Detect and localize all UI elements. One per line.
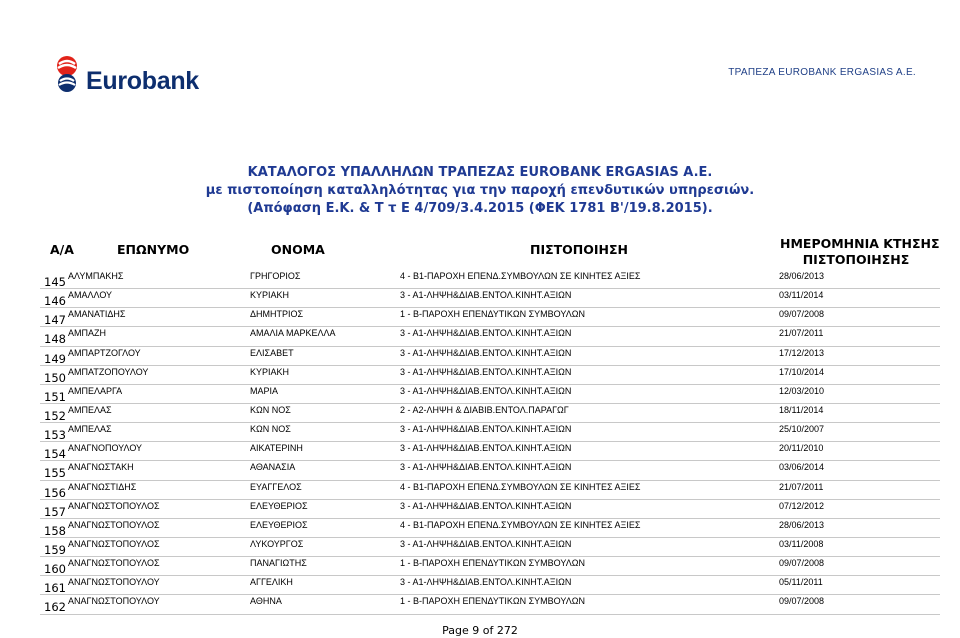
column-header-certification: ΠΙΣΤΟΠΟΙΗΣΗ: [530, 242, 629, 257]
table-row: [40, 461, 940, 480]
page-number: Page 9 of 272: [442, 624, 518, 637]
row-name: ΕΛΕΥΘΕΡΙΟΣ: [250, 519, 308, 530]
table-row: [40, 519, 940, 538]
row-name: ΠΑΝΑΓΙΩΤΗΣ: [250, 558, 307, 569]
row-certification: 3 - Α1-ΛΗΨΗ&ΔΙΑΒ.ΕΝΤΟΛ.ΚΙΝΗΤ.ΑΞΙΩΝ: [400, 385, 572, 396]
company-name: ΤΡΑΠΕΖΑ EUROBANK ERGASIAS A.E.: [728, 67, 916, 78]
document-title: [0, 164, 960, 218]
row-surname: ΑΜΠΕΛΑΣ: [68, 424, 112, 435]
row-name: ΑΘΗΝΑ: [250, 596, 282, 607]
eurobank-logo-icon: [52, 54, 82, 94]
row-name: ΑΘΑΝΑΣΙΑ: [250, 462, 296, 473]
row-certification: 3 - Α1-ΛΗΨΗ&ΔΙΑΒ.ΕΝΤΟΛ.ΚΙΝΗΤ.ΑΞΙΩΝ: [400, 500, 572, 511]
row-date: 28/06/2013: [779, 519, 825, 530]
row-name: ΑΜΑΛΙΑ ΜΑΡΚΕΛΛΑ: [250, 328, 336, 339]
row-surname: ΑΛΥΜΠΑΚΗΣ: [68, 271, 124, 281]
row-certification: 4 - Β1-ΠΑΡΟΧΗ ΕΠΕΝΔ.ΣΥΜΒΟΥΛΩΝ ΣΕ ΚΙΝΗΤΕΣ ΑΞΙΕΣ: [400, 271, 641, 281]
row-number: 155: [44, 466, 66, 481]
row-name: ΚΩΝ ΝΟΣ: [250, 424, 291, 435]
row-surname: ΑΝΑΓΝΩΣΤΟΠΟΥΛΟΣ: [68, 500, 160, 511]
row-surname: ΑΝΑΓΝΩΣΤΑΚΗ: [68, 462, 134, 473]
eurobank-logo: [52, 54, 202, 98]
title-line-3: (Απόφαση Ε.Κ. & Τ τ Ε 4/709/3.4.2015 (ΦΕΚ 1781 Β'/19.8.2015).: [247, 201, 713, 216]
row-name: ΚΥΡΙΑΚΗ: [250, 290, 290, 301]
table-row: [40, 366, 940, 385]
row-number: 153: [44, 428, 66, 443]
row-number: 162: [44, 600, 66, 615]
row-surname: ΑΜΠΑΖΗ: [68, 328, 106, 339]
row-date: 03/11/2014: [779, 290, 824, 301]
row-date: 18/11/2014: [779, 404, 824, 415]
row-name: ΑΓΓΕΛΙΚΗ: [250, 577, 293, 588]
title-line-1: ΚΑΤΑΛΟΓΟΣ ΥΠΑΛΛΗΛΩΝ ΤΡΑΠΕΖΑΣ EUROBANK ERGASIAS A.E.: [247, 165, 713, 180]
row-number: 157: [44, 504, 66, 519]
row-number: 147: [44, 313, 66, 328]
row-surname: ΑΜΠΑΡΤΖΟΓΛΟΥ: [68, 347, 141, 358]
row-certification: 1 - Β-ΠΑΡΟΧΗ ΕΠΕΝΔΥΤΙΚΩΝ ΣΥΜΒΟΥΛΩΝ: [400, 596, 585, 607]
row-surname: ΑΝΑΓΝΩΣΤΟΠΟΥΛΟΥ: [68, 577, 160, 588]
row-number: 156: [44, 485, 66, 500]
row-name: ΑΙΚΑΤΕΡΙΝΗ: [250, 443, 303, 454]
row-number: 161: [44, 581, 66, 596]
row-date: 12/03/2010: [779, 385, 825, 396]
row-surname: ΑΜΑΝΑΤΙΔΗΣ: [68, 309, 126, 320]
row-date: 28/06/2013: [779, 271, 825, 281]
table-row: [40, 347, 940, 366]
row-number: 159: [44, 542, 66, 557]
row-certification: 1 - Β-ΠΑΡΟΧΗ ΕΠΕΝΔΥΤΙΚΩΝ ΣΥΜΒΟΥΛΩΝ: [400, 309, 585, 320]
row-date: 03/06/2014: [779, 462, 825, 473]
row-surname: ΑΝΑΓΝΩΣΤΟΠΟΥΛΟΣ: [68, 558, 160, 569]
row-number: 148: [44, 332, 66, 347]
table-row: [40, 308, 940, 327]
row-date: 09/07/2008: [779, 558, 825, 569]
row-name: ΕΥΑΓΓΕΛΟΣ: [250, 481, 302, 492]
row-certification: 4 - Β1-ΠΑΡΟΧΗ ΕΠΕΝΔ.ΣΥΜΒΟΥΛΩΝ ΣΕ ΚΙΝΗΤΕΣ ΑΞΙΕΣ: [400, 481, 641, 492]
column-header-surname: ΕΠΩΝΥΜΟ: [117, 242, 190, 257]
row-date: 09/07/2008: [779, 309, 825, 320]
row-number: 145: [44, 275, 66, 289]
row-date: 03/11/2008: [779, 538, 824, 549]
row-number: 146: [44, 294, 66, 309]
employee-table: [40, 270, 940, 615]
row-date: 25/10/2007: [779, 424, 825, 435]
row-date: 20/11/2010: [779, 443, 824, 454]
row-name: ΚΥΡΙΑΚΗ: [250, 366, 290, 377]
row-number: 150: [44, 370, 66, 385]
row-surname: ΑΝΑΓΝΟΠΟΥΛΟΥ: [68, 443, 143, 454]
row-name: ΚΩΝ ΝΟΣ: [250, 404, 291, 415]
row-surname: ΑΝΑΓΝΩΣΤΟΠΟΥΛΟΣ: [68, 519, 160, 530]
row-surname: ΑΜΠΑΤΖΟΠΟΥΛΟΥ: [68, 366, 149, 377]
title-line-2: με πιστοποίηση καταλληλότητας για την παροχή επενδυτικών υπηρεσιών.: [205, 183, 755, 198]
column-header-date: [780, 236, 940, 268]
row-number: 160: [44, 562, 66, 577]
row-date: 07/12/2012: [779, 500, 825, 511]
table-row: [40, 500, 940, 519]
column-header-name: ΟΝΟΜΑ: [271, 242, 325, 257]
row-date: 21/07/2011: [779, 328, 824, 339]
row-certification: 3 - Α1-ΛΗΨΗ&ΔΙΑΒ.ΕΝΤΟΛ.ΚΙΝΗΤ.ΑΞΙΩΝ: [400, 443, 572, 454]
column-header-date-line2: ΠΙΣΤΟΠΟΙΗΣΗΣ: [802, 252, 910, 267]
row-name: ΔΗΜΗΤΡΙΟΣ: [250, 309, 304, 320]
row-certification: 3 - Α1-ΛΗΨΗ&ΔΙΑΒ.ΕΝΤΟΛ.ΚΙΝΗΤ.ΑΞΙΩΝ: [400, 424, 572, 435]
row-certification: 1 - Β-ΠΑΡΟΧΗ ΕΠΕΝΔΥΤΙΚΩΝ ΣΥΜΒΟΥΛΩΝ: [400, 558, 585, 569]
row-name: ΕΛΙΣΑΒΕΤ: [250, 347, 294, 358]
row-certification: 3 - Α1-ΛΗΨΗ&ΔΙΑΒ.ΕΝΤΟΛ.ΚΙΝΗΤ.ΑΞΙΩΝ: [400, 577, 572, 588]
row-number: 151: [44, 389, 66, 404]
row-date: 21/07/2011: [779, 481, 824, 492]
table-row: [40, 576, 940, 595]
table-row: [40, 423, 940, 442]
row-name: ΜΑΡΙΑ: [250, 385, 279, 396]
row-name: ΕΛΕΥΘΕΡΙΟΣ: [250, 500, 308, 511]
row-certification: 4 - Β1-ΠΑΡΟΧΗ ΕΠΕΝΔ.ΣΥΜΒΟΥΛΩΝ ΣΕ ΚΙΝΗΤΕΣ ΑΞΙΕΣ: [400, 519, 641, 530]
row-certification: 3 - Α1-ΛΗΨΗ&ΔΙΑΒ.ΕΝΤΟΛ.ΚΙΝΗΤ.ΑΞΙΩΝ: [400, 366, 572, 377]
table-row: [40, 289, 940, 308]
table-row: [40, 595, 940, 614]
row-certification: 3 - Α1-ΛΗΨΗ&ΔΙΑΒ.ΕΝΤΟΛ.ΚΙΝΗΤ.ΑΞΙΩΝ: [400, 538, 572, 549]
row-certification: 3 - Α1-ΛΗΨΗ&ΔΙΑΒ.ΕΝΤΟΛ.ΚΙΝΗΤ.ΑΞΙΩΝ: [400, 290, 572, 301]
row-date: 09/07/2008: [779, 596, 825, 607]
table-row: [40, 442, 940, 461]
table-row: [40, 404, 940, 423]
row-surname: ΑΝΑΓΝΩΣΤΟΠΟΥΛΟΥ: [68, 596, 160, 607]
row-number: 152: [44, 408, 66, 423]
row-surname: ΑΜΑΛΛΟΥ: [68, 290, 113, 301]
row-name: ΓΡΗΓΟΡΙΟΣ: [250, 271, 301, 281]
row-name: ΛΥΚΟΥΡΓΟΣ: [250, 538, 304, 549]
row-surname: ΑΝΑΓΝΩΣΤΟΠΟΥΛΟΣ: [68, 538, 160, 549]
row-date: 17/12/2013: [779, 347, 825, 358]
row-certification: 3 - Α1-ΛΗΨΗ&ΔΙΑΒ.ΕΝΤΟΛ.ΚΙΝΗΤ.ΑΞΙΩΝ: [400, 328, 572, 339]
table-row: [40, 270, 940, 289]
row-certification: 3 - Α1-ΛΗΨΗ&ΔΙΑΒ.ΕΝΤΟΛ.ΚΙΝΗΤ.ΑΞΙΩΝ: [400, 347, 572, 358]
table-row: [40, 327, 940, 346]
table-row: [40, 538, 940, 557]
row-number: 158: [44, 523, 66, 538]
row-surname: ΑΜΠΕΛΑΡΓΑ: [68, 385, 123, 396]
table-row: [40, 557, 940, 576]
column-header-aa: Α/Α: [50, 242, 74, 257]
row-certification: 2 - Α2-ΛΗΨΗ & ΔΙΑΒΙΒ.ΕΝΤΟΛ.ΠΑΡΑΓΩΓ: [400, 404, 569, 415]
row-surname: ΑΝΑΓΝΩΣΤΙΔΗΣ: [68, 481, 137, 492]
row-number: 154: [44, 447, 66, 462]
table-row: [40, 385, 940, 404]
row-number: 149: [44, 351, 66, 366]
row-certification: 3 - Α1-ΛΗΨΗ&ΔΙΑΒ.ΕΝΤΟΛ.ΚΙΝΗΤ.ΑΞΙΩΝ: [400, 462, 572, 473]
table-row: [40, 481, 940, 500]
table-header: [0, 236, 960, 272]
brand-wordmark: Eurobank: [86, 67, 199, 95]
column-header-date-line1: ΗΜΕΡΟΜΗΝΙΑ ΚΤΗΣΗΣ: [780, 236, 940, 251]
row-date: 17/10/2014: [779, 366, 825, 377]
row-date: 05/11/2011: [779, 577, 823, 588]
row-surname: ΑΜΠΕΛΑΣ: [68, 404, 112, 415]
